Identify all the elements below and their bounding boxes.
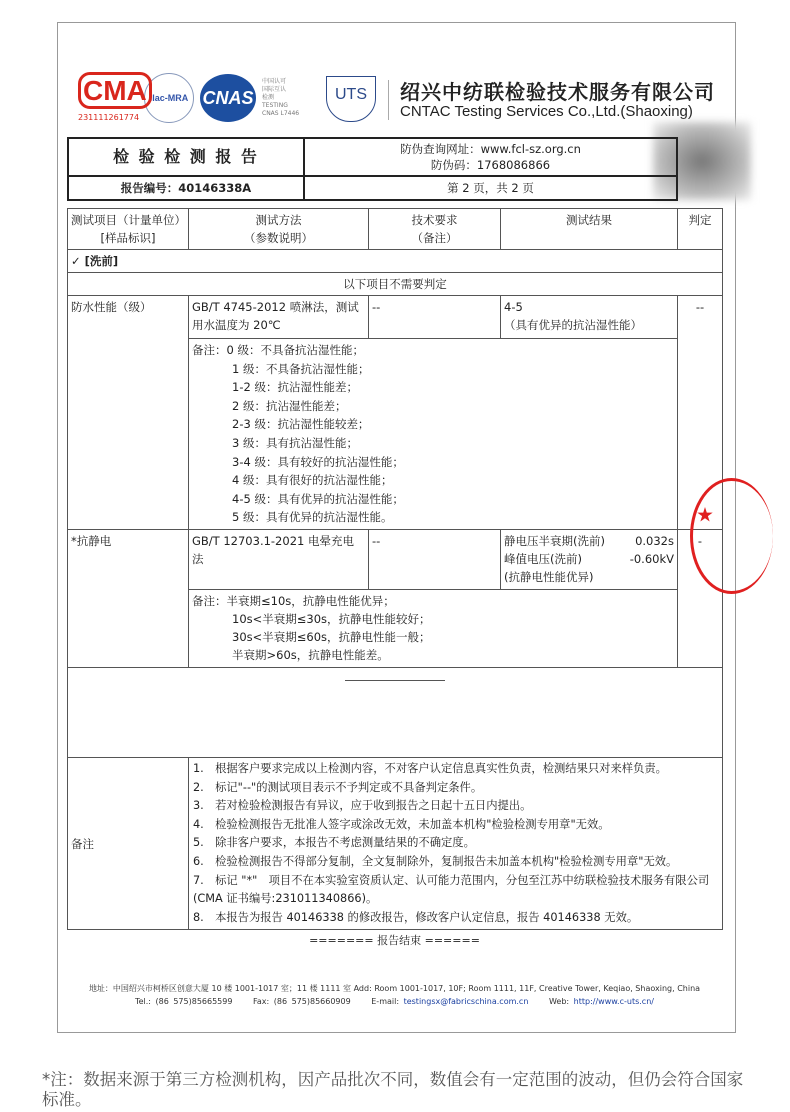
blank-row — [68, 667, 723, 757]
footer-address: 地址：中国绍兴市柯桥区创意大厦 10 楼 1001-1017 室；11 楼 1111 室 Add: Room 1001-1017, 10F; Room 1111, 11F, Creative Tower, Keqiao, Shaoxing, China — [88, 984, 701, 993]
remark-item: 2. 标记"--"的测试项目表示不予判定或不具备判定条件。 — [193, 780, 483, 794]
note-line: 2-3 级：抗沾湿性能较差； — [232, 417, 370, 432]
cma-logo — [78, 75, 147, 122]
note-line: 半衰期>60s，抗静电性能差。 — [232, 647, 389, 662]
uts-logo: UTS — [326, 76, 376, 122]
col-header-item-sub: [样品标识] — [100, 231, 156, 245]
table-row-antistatic — [68, 529, 723, 589]
cnas-line: 国际互认 — [262, 86, 287, 93]
note-line: 3-4 级：具有较好的抗沾湿性能； — [232, 454, 404, 469]
table-header-row — [68, 209, 723, 250]
item-antistatic: *抗静电 — [68, 529, 189, 667]
requirement-antistatic: -- — [369, 529, 501, 589]
result-label: 峰值电压(洗前) — [504, 551, 582, 566]
footer-email-link[interactable]: testingsx@fabricschina.com.cn — [403, 997, 529, 1006]
table-row-remarks — [68, 757, 723, 929]
note-line: 10s<半衰期≤30s，抗静电性能较好； — [232, 611, 431, 626]
note-line: 1-2 级：抗沾湿性能差； — [232, 380, 358, 395]
separator-line — [345, 680, 445, 681]
company-name-cn: 绍兴中纺联检验技术服务有限公司 — [400, 80, 715, 104]
note-line: 3 级：具有抗沾湿性能； — [232, 435, 358, 450]
report-body — [67, 208, 722, 1008]
report-title: 检 验 检 测 报 告 — [68, 138, 304, 176]
footer-web-label: Web: — [548, 997, 574, 1006]
note-line: 4 级：具有很好的抗沾湿性能； — [232, 473, 393, 488]
company-name-en: CNTAC Testing Services Co.,Ltd.(Shaoxing) — [400, 103, 693, 120]
result-label: 静电压半衰期(洗前) — [504, 533, 605, 548]
footer-tel: Tel.: (86 575)85665599 — [135, 997, 233, 1006]
footer-fax: Fax: (86 575)85660909 — [253, 997, 351, 1006]
judgement-waterproof: -- — [678, 296, 723, 530]
footer-contact — [55, 995, 734, 1008]
result-waterproof: 4-5 — [504, 300, 523, 314]
result-value: 0.032s — [635, 533, 674, 548]
results-table — [67, 208, 723, 930]
item-waterproof: 防水性能（级） — [68, 296, 189, 530]
report-header-table — [67, 137, 678, 201]
cnas-line: 检测 — [262, 94, 275, 101]
result-waterproof-desc: （具有优异的抗沾湿性能） — [504, 318, 642, 332]
note-line: 4-5 级：具有优异的抗沾湿性能； — [232, 491, 404, 506]
note-line: 备注：半衰期≤10s，抗静电性能优异； — [192, 593, 395, 608]
footer-email-label: E-mail: — [371, 997, 404, 1006]
ilac-logo: ilac-MRA — [144, 73, 194, 123]
result-value: -0.60kV — [629, 551, 674, 566]
verify-url: 防伪查询网址：www.fcl-sz.org.cn — [400, 142, 581, 156]
footer-web-link[interactable]: http://www.c-uts.cn/ — [573, 997, 654, 1006]
section-before-wash: ✓ [洗前] — [68, 250, 723, 273]
page-number: 第 2 页，共 2 页 — [304, 176, 677, 200]
cnas-line: 中国认可 — [262, 78, 287, 85]
report-end: ======= 报告结束 ====== — [309, 934, 480, 948]
cnas-text — [262, 78, 299, 118]
result-antistatic-desc: (抗静电性能优异) — [504, 569, 594, 584]
waterproof-notes — [189, 339, 678, 530]
requirement-waterproof: -- — [369, 296, 501, 339]
col-header-judgement: 判定 — [678, 209, 723, 250]
cnas-line: TESTING — [262, 102, 288, 109]
remark-item: 8. 本报告为报告 40146338 的修改报告，修改客户认定信息，报告 40146338 无效。 — [193, 910, 639, 924]
remark-item: 6. 检验检测报告不得部分复制，全文复制除外，复制报告未加盖本机构"检验检测专用章"无效。 — [193, 854, 678, 868]
remarks-label: 备注 — [68, 757, 189, 929]
no-judgement-note: 以下项目不需要判定 — [68, 273, 723, 296]
col-header-method-sub: （参数说明） — [244, 231, 313, 245]
remark-item: 3. 若对检验检测报告有异议，应于收到报告之日起十五日内提出。 — [193, 799, 532, 813]
col-header-method: 测试方法 — [255, 213, 302, 227]
cnas-line: CNAS L7446 — [262, 110, 300, 117]
remark-item: 1. 根据客户要求完成以上检测内容，不对客户认定信息真实性负责，检测结果只对来样负责。 — [193, 761, 667, 775]
footer — [55, 972, 734, 1008]
divider — [388, 80, 389, 120]
remark-item: 7. 标记 "*" 项目不在本实验室资质认定、认可能力范围内，分包至江苏中纺联检验技术服务有限公司(CMA 证书编号:231011340866)。 — [193, 873, 710, 906]
col-header-result: 测试结果 — [501, 209, 678, 250]
judgement-antistatic: - — [678, 529, 723, 667]
report-number: 报告编号：40146338A — [68, 176, 304, 200]
note-line: 30s<半衰期≤60s，抗静电性能一般； — [232, 629, 431, 644]
disclaimer: *注：数据来源于第三方检测机构，因产品批次不同，数值会有一定范围的波动，但仍会符合国家标准。 — [42, 1070, 744, 1109]
method-waterproof: GB/T 4745-2012 喷淋法，测试用水温度为 20℃ — [189, 296, 369, 339]
note-line: 5 级：具有优异的抗沾湿性能。 — [232, 510, 393, 525]
note-line: 1 级：不具备抗沾湿性能； — [232, 361, 370, 376]
remark-item: 4. 检验检测报告无批准人签字或涂改无效，未加盖本机构"检验检测专用章"无效。 — [193, 817, 610, 831]
antistatic-notes — [189, 589, 678, 667]
cnas-logo: CNAS — [200, 74, 256, 122]
note-line: 备注：0 级：不具备抗沾湿性能； — [192, 343, 364, 357]
col-header-item: 测试项目（计量单位） — [71, 213, 186, 227]
verify-code: 防伪码：1768086866 — [430, 158, 551, 172]
method-antistatic: GB/T 12703.1-2021 电晕充电法 — [189, 529, 369, 589]
note-line: 2 级：抗沾湿性能差； — [232, 398, 347, 413]
cma-mark: CMA — [78, 72, 152, 109]
col-header-requirement-sub: （备注） — [411, 231, 458, 245]
col-header-requirement: 技术要求 — [411, 213, 458, 227]
cma-number: 231111261774 — [78, 113, 140, 122]
remark-item: 5. 除非客户要求，本报告不考虑测量结果的不确定度。 — [193, 836, 475, 850]
table-row-waterproof — [68, 296, 723, 339]
accreditation-logos — [78, 70, 299, 126]
